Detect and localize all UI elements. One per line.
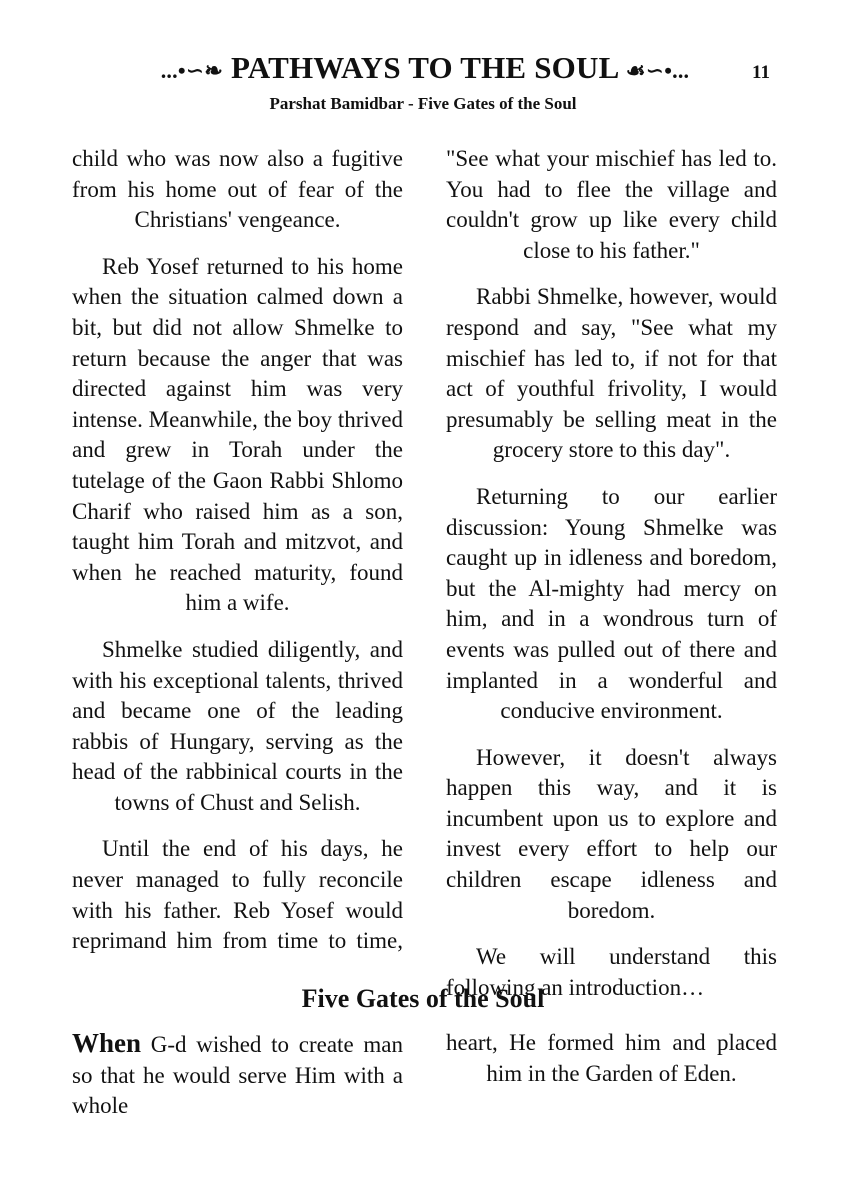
section-right-column — [446, 1028, 777, 1105]
lead-word: When — [72, 1028, 142, 1058]
right-column — [446, 144, 777, 1019]
paragraph: child who was now also a fugitive from his home out of fear of the Christians' vengeance. — [72, 146, 403, 233]
paragraph: Shmelke studied diligently, and with his exceptional talents, thrived and became one of the leading rabbis of Hungary, serving as the head of the rabbinical courts in the towns of Chust and Selish. — [72, 636, 403, 815]
paragraph: However, it doesn't always happen this way, and it is incumbent upon us to explore and invest every effort to help our children escape idleness and boredom. — [446, 744, 777, 923]
paragraph: heart, He formed him and placed him in the Garden of Eden. — [446, 1030, 777, 1086]
paragraph: "See what your mischief has led to. You had to flee the village and couldn't grow up like every child close to his father." — [446, 146, 777, 263]
section-heading: Five Gates of the Soul — [301, 984, 545, 1013]
paragraph — [72, 1028, 403, 1122]
chapter-subtitle: Parshat Bamidbar - Five Gates of the Soul — [269, 94, 577, 113]
ornament-left-icon: ...•∽❧ — [160, 58, 224, 83]
paragraph: Reb Yosef returned to his home when the situation calmed down a bit, but did not allow Shmelke to return because the anger that was directed against him was very intense. Meanwhile, the boy thrived and grew in Torah under the tutelage of the Gaon Rabbi Shlomo Charif who raised him as a son, taught him Torah and mitzvot, and when he reached maturity, found him a wife. — [72, 253, 403, 616]
book-title — [130, 50, 720, 86]
left-column — [72, 144, 403, 973]
paragraph-text: G-d wished to create man so that he would serve Him with a whole — [72, 1032, 403, 1119]
paragraph: Rabbi Shmelke, however, would respond and say, "See what my mischief has led to, if not for that act of youthful frivolity, I would presumably be selling meat in the grocery store to this day". — [446, 284, 777, 463]
book-title-text: PATHWAYS TO THE SOUL — [230, 50, 618, 85]
paragraph: Returning to our earlier discussion: Young Shmelke was caught up in idleness and boredom, but the Al-mighty had mercy on him, and in a wondrous turn of events was pulled out of there and implanted in a wonderful and conducive environment. — [446, 483, 777, 724]
ornament-right-icon: ☙∽•... — [625, 58, 690, 83]
section-left-column — [72, 1028, 403, 1138]
paragraph: We will understand this following an introduction… — [446, 944, 777, 1000]
paragraph: Until the end of his days, he never managed to fully reconcile with his father. Reb Yosef would reprimand him from time to time, — [72, 836, 403, 954]
page-number: 11 — [752, 62, 770, 83]
